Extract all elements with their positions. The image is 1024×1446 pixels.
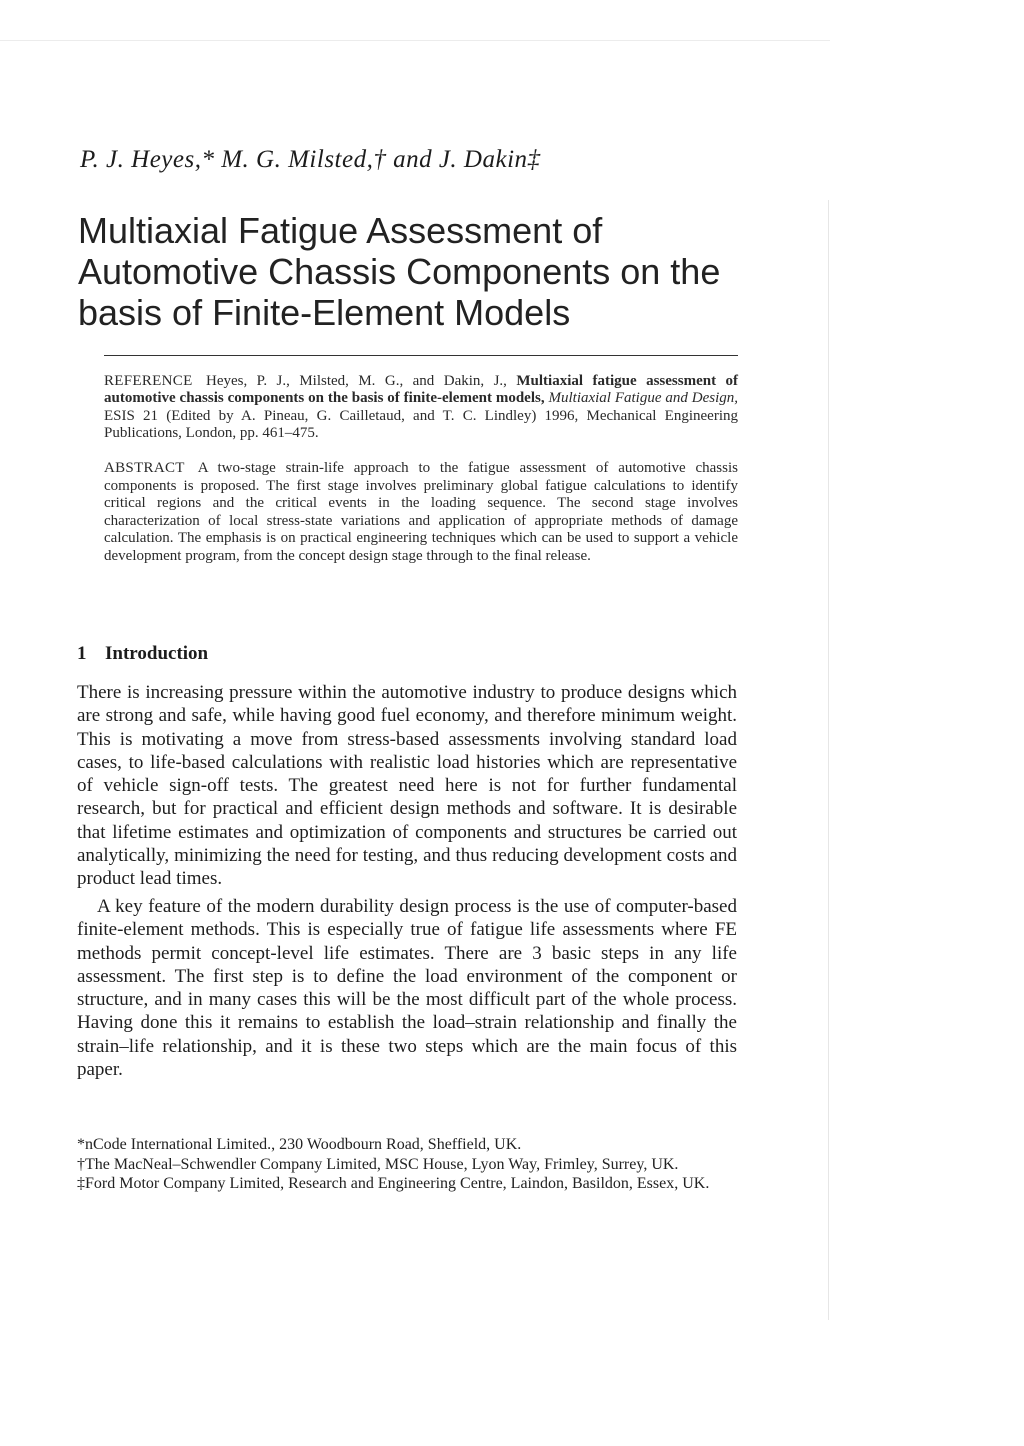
abstract-label: ABSTRACT [104,460,185,476]
reference-book-title: Multiaxial Fatigue and Design, [548,390,739,407]
title-line: Automotive Chassis Components on the [78,251,721,292]
reference-paper-title: Multiaxial fatigue assessment of automotive chassis components on the basis of finite-element models, [104,373,739,407]
title-line: Multiaxial Fatigue Assessment of [78,210,603,251]
page-edge-right [828,200,829,1320]
paper-title [78,210,778,333]
reference-block [104,373,738,442]
title-line: basis of Finite-Element Models [78,292,571,333]
body-paragraph: A key feature of the modern durability design process is the use of computer-based finite-element methods. This is especially true of fatigue life assessments where FE methods permit concept-level life estimates. There are 3 basic steps in any life assessment. The first step is to define the load environment of the component or structure, and in many cases this will be the most difficult part of the whole process. Having done this it remains to establish the load–strain relationship and finally the strain–life relationship, and it is these two steps which are the main focus of this paper. [77,896,737,1081]
reference-details: ESIS 21 (Edited by A. Pineau, G. Cailletaud, and T. C. Lindley) 1996, Mechanical Engineering Publications, London, pp. 461–475. [104,407,738,441]
footnote: ‡Ford Motor Company Limited, Research and Engineering Centre, Laindon, Basildon, Essex, UK. [77,1175,710,1192]
author-line: P. J. Heyes,* M. G. Milsted,† and J. Dakin‡ [80,146,541,173]
page-edge-top [0,40,830,41]
affiliation-footnotes [77,1135,757,1194]
footnote: *nCode International Limited., 230 Woodbourn Road, Sheffield, UK. [77,1136,522,1153]
abstract-text: A two-stage strain-life approach to the fatigue assessment of automotive chassis components is proposed. The first stage involves preliminary global fatigue calculations to identify critical regions and the critical events in the loading sequence. The second stage involves characterization of local stress-state variations and application of appropriate methods of damage calculation. The emphasis is on practical engineering techniques which can be used to support a vehicle development program, from the concept design stage through to the final release. [104,460,738,564]
footnote: †The MacNeal–Schwendler Company Limited, MSC House, Lyon Way, Frimley, Surrey, UK. [77,1155,679,1173]
title-divider [104,355,738,356]
body-paragraph: There is increasing pressure within the automotive industry to produce designs which are strong and safe, while having good fuel economy, and therefore minimum weight. This is motivating a move from stress-based assessments involving standard load cases, to life-based calculations with realistic load histories which are representative of vehicle sign-off tests. The greatest need here is not for further fundamental research, but for practical and efficient design methods and software. It is desirable that lifetime estimates and optimization of components and structures be carried out analytically, minimizing the need for testing, and thus reducing development costs and product lead times. [77,682,737,890]
section-number: 1 [77,643,87,664]
section-heading [77,643,208,665]
abstract-block [104,460,738,565]
section-title: Introduction [105,643,209,664]
reference-authors: Heyes, P. J., Milsted, M. G., and Dakin, J., [206,373,507,389]
reference-label: REFERENCE [104,373,193,389]
